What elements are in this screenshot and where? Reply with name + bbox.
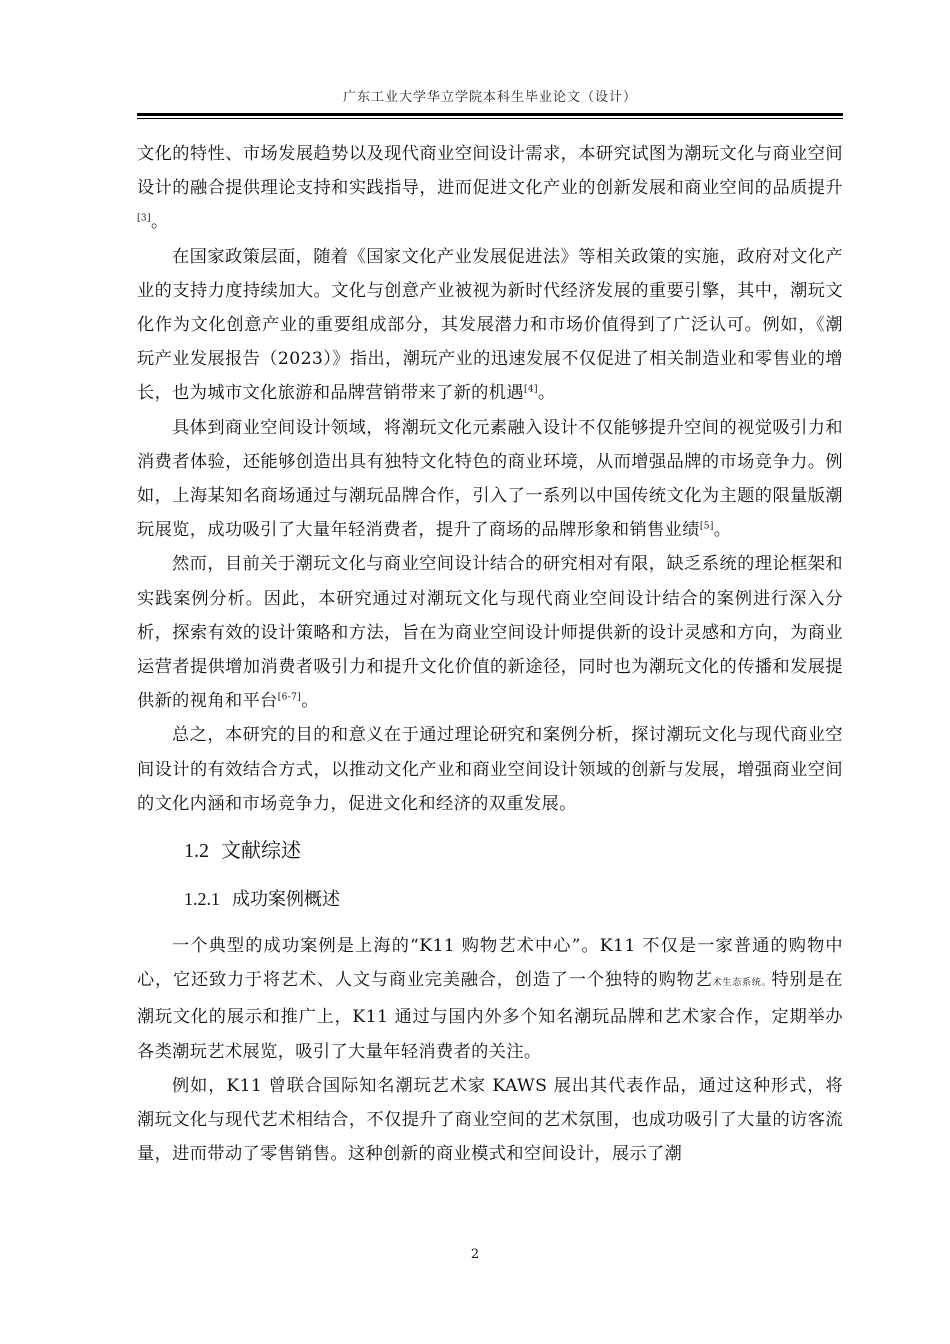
citation: [6-7] [277, 692, 302, 703]
paragraph: 具体到商业空间设计领域，将潮玩文化元素融入设计不仅能够提升空间的视觉吸引力和消费者体验，还能够创造出具有独特文化特色的商业环境，从而增强品牌的市场竞争力。例如，上海某知名商场通过与潮玩品牌合作，引入了一系列以中国传统文化为主题的限量版潮玩展览，成功吸引了大量年轻消费者，提升了商场的品牌形象和销售业绩[5]。 [137, 417, 843, 541]
header-rule-thick [137, 113, 843, 116]
paragraph: 然而，目前关于潮玩文化与商业空间设计结合的研究相对有限，缺乏系统的理论框架和实践案例分析。因此，本研究通过对潮玩文化与现代商业空间设计结合的案例进行深入分析，探索有效的设计策略和方法，旨在为商业空间设计师提供新的设计灵感和方向，为商业运营者提供增加消费者吸引力和提升文化价值的新途径，同时也为潮玩文化的传播和发展提供新的视角和平台[6-7]。 [137, 554, 843, 712]
header-rule-thin [137, 118, 843, 119]
citation: [5] [699, 521, 714, 532]
paragraph: 在国家政策层面，随着《国家文化产业发展促进法》等相关政策的实施，政府对文化产业的支持力度持续加大。文化与创意产业被视为新时代经济发展的重要引擎，其中，潮玩文化作为文化创意产业的重要组成部分，其发展潜力和市场价值得到了广泛认可。例如，《潮玩产业发展报告（2023）》指出，潮玩产业的迅速发展不仅促进了相关制造业和零售业的增长，也为城市文化旅游和品牌营销带来了新的机遇[4]。 [137, 246, 843, 404]
citation: [3] [137, 213, 151, 224]
body-text [137, 137, 843, 1171]
small-text: 术生态系统。 [712, 978, 772, 989]
paragraph: 例如，K11 曾联合国际知名潮玩艺术家 KAWS 展出其代表作品，通过这种形式，将潮玩文化与现代艺术相结合，不仅提升了商业空间的艺术氛围，也成功吸引了大量的访客流量，进而带动了零售销售。这种创新的商业模式和空间设计，展示了潮 [137, 1075, 843, 1165]
section-heading-1-2: 1.2 文献综述 [184, 838, 301, 863]
paragraph: 文化的特性、市场发展趋势以及现代商业空间设计需求，本研究试图为潮玩文化与商业空间设计的融合提供理论支持和实践指导，进而促进文化产业的创新发展和商业空间的品质提升[3]。 [137, 144, 843, 233]
paragraph: 一个典型的成功案例是上海的“K11 购物艺术中心”。K11 不仅是一家普通的购物中心，它还致力于将艺术、人文与商业完美融合，创造了一个独特的购物艺术生态系统。特别是在潮玩文化的展示和推广上，K11 通过与国内外多个知名潮玩品牌和艺术家合作，定期举办各类潮玩艺术展览，吸引了大量年轻消费者的关注。 [137, 936, 843, 1062]
running-header: 广东工业大学华立学院本科生毕业论文（设计） [342, 90, 637, 105]
citation: [4] [523, 384, 538, 395]
section-heading-1-2-1: 1.2.1 成功案例概述 [184, 889, 340, 911]
page-number: 2 [470, 1247, 480, 1262]
paragraph: 总之，本研究的目的和意义在于通过理论研究和案例分析，探讨潮玩文化与现代商业空间设计的有效结合方式，以推动文化产业和商业空间设计领域的创新与发展，增强商业空间的文化内涵和市场竞争力，促进文化和经济的双重发展。 [137, 725, 843, 814]
